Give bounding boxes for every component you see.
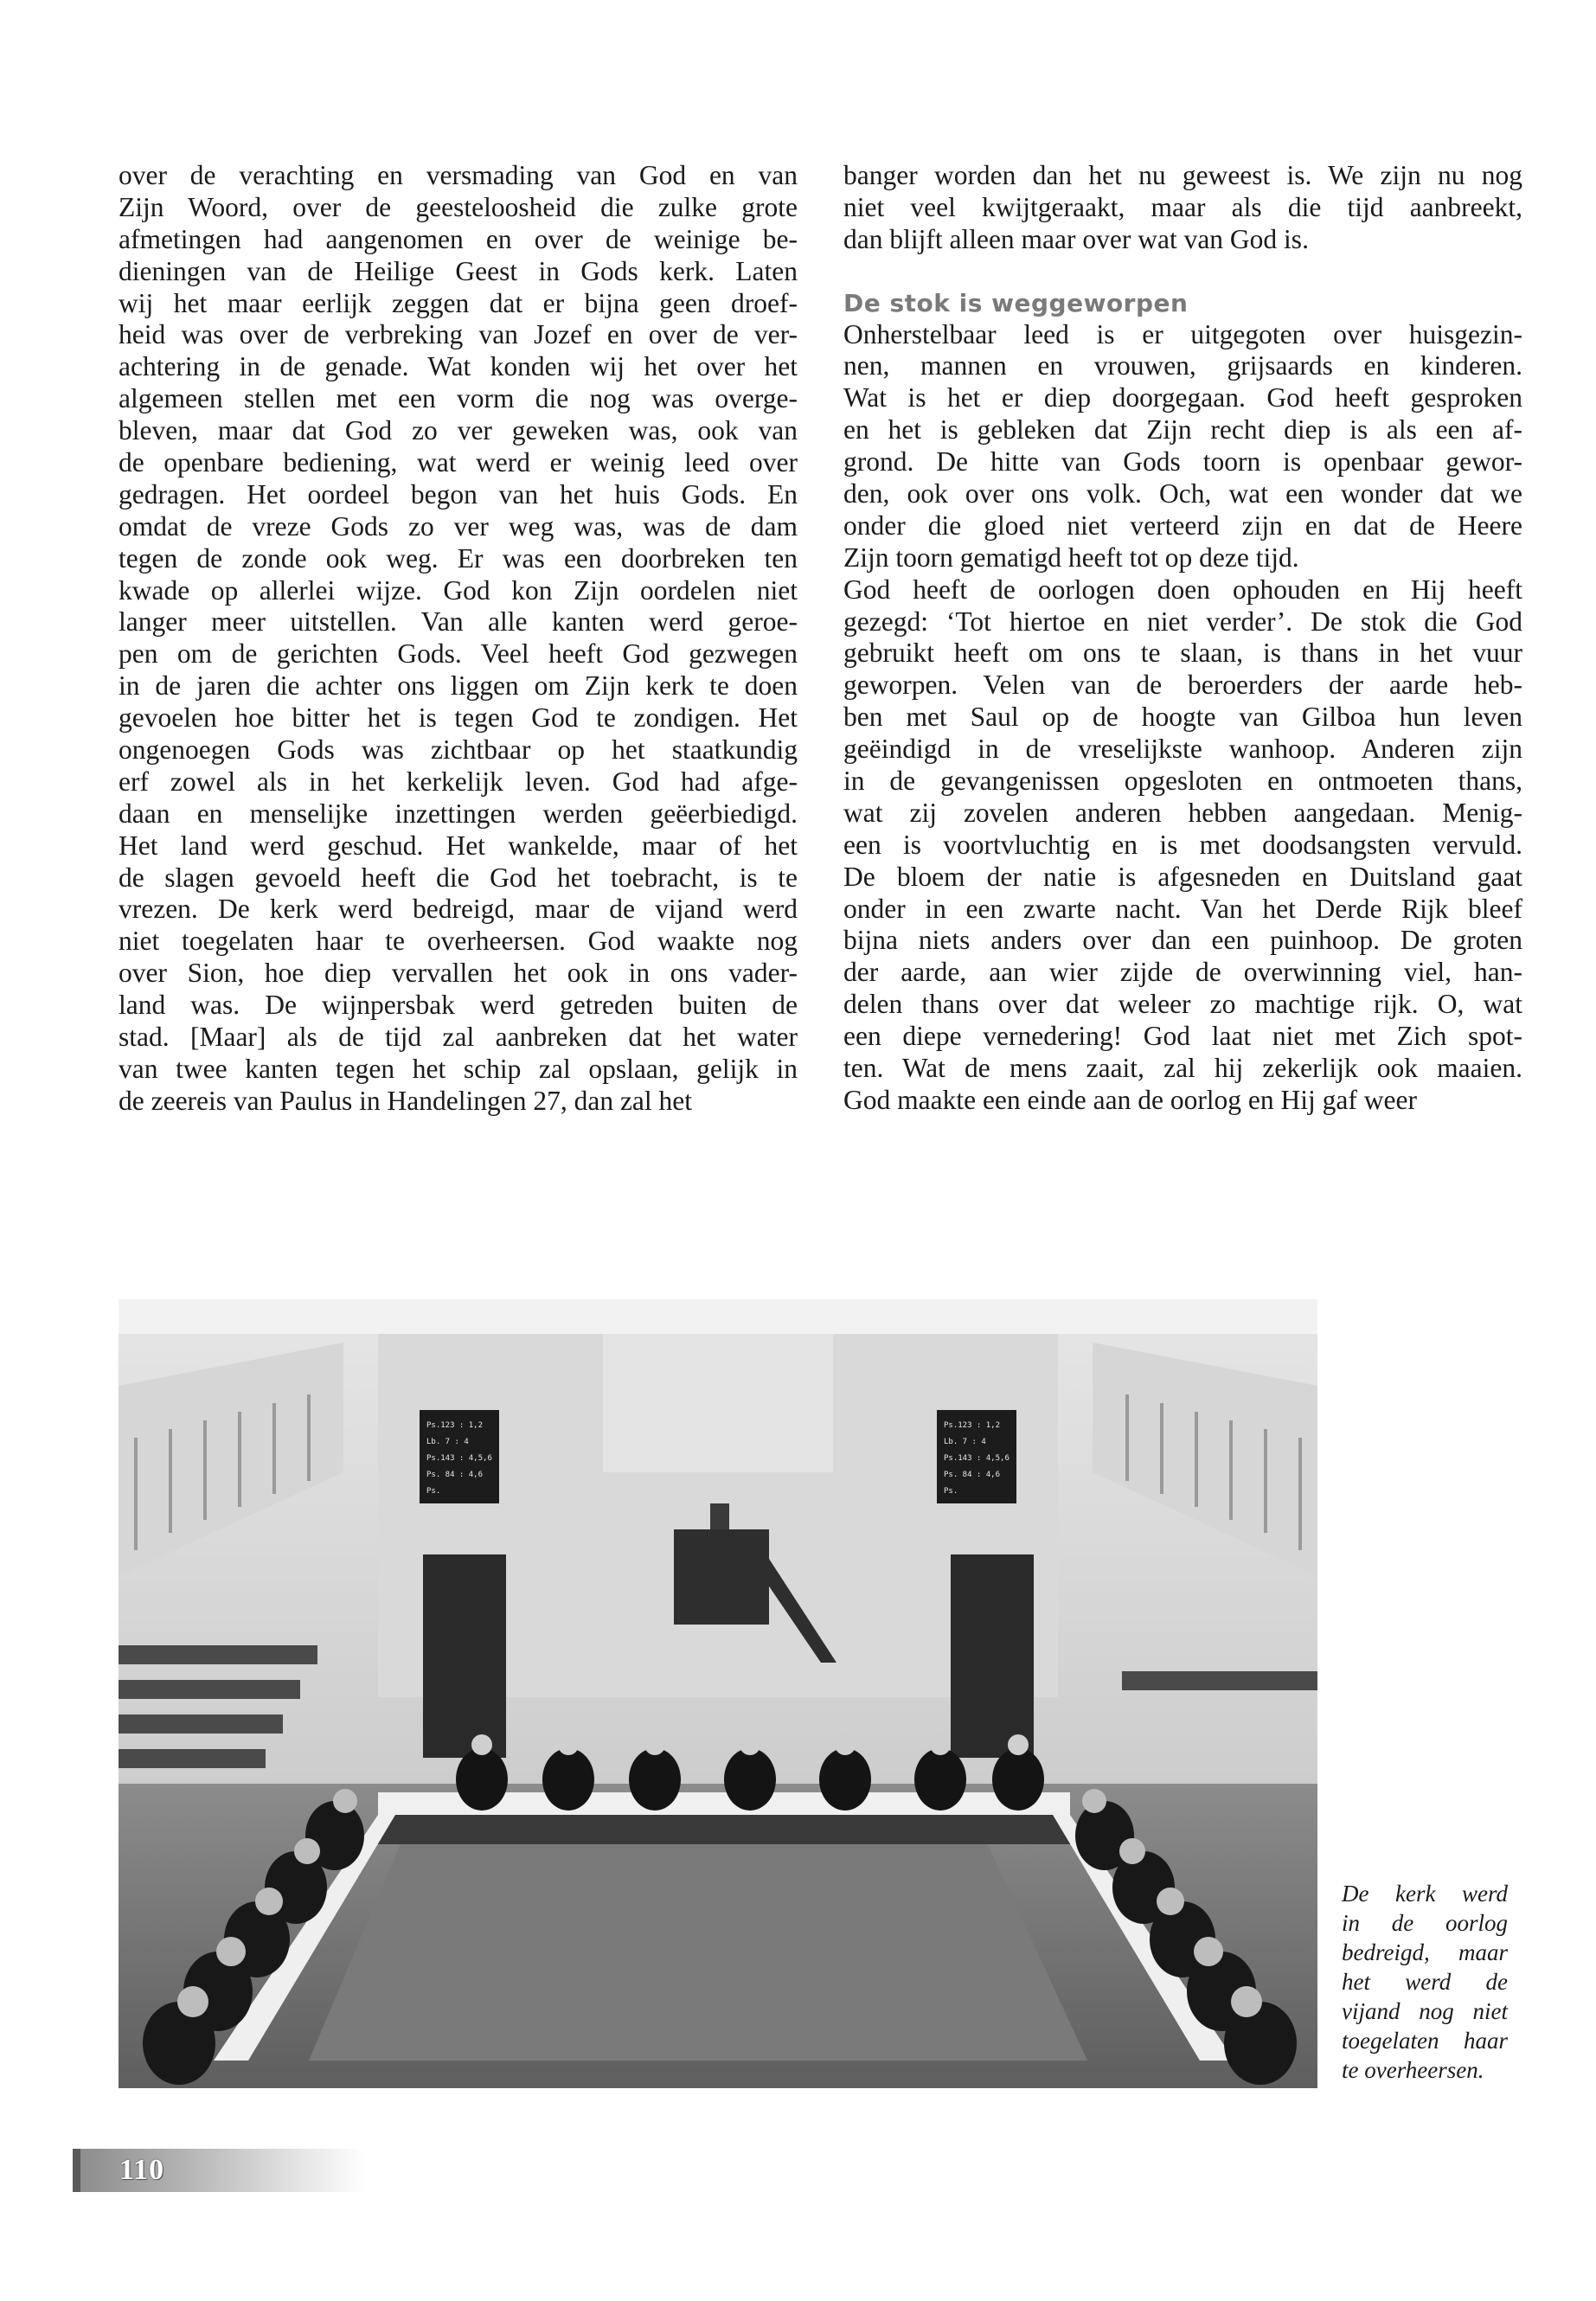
text-line: land was. De wijnpersbak werd getreden buiten de (119, 990, 798, 1021)
text-line: Zijn toorn gematigd heeft tot op deze tijd. (843, 542, 1299, 573)
hymn-board-entry: Ps.123 : 1,2 (426, 1421, 484, 1430)
text-line: niet toegelaten haar te overheersen. God waakte nog (119, 926, 798, 957)
hymn-board-entry: Ps. (944, 1487, 958, 1496)
text-line: gevoelen hoe bitter het is tegen God te zondigen. Het (119, 702, 798, 734)
text-line: een is voortvluchtig en is met doodsangsten vervuld. (843, 829, 1522, 860)
right-column (843, 160, 1522, 1117)
text-line: den, ook over ons volk. Och, wat een wonder dat we (843, 478, 1522, 510)
text-line: geëindigd in de vreselijkste wanhoop. Anderen zijn (843, 734, 1522, 765)
text-line: ten. Wat de mens zaait, zal hij zekerlijk ook maaien. (843, 1053, 1522, 1084)
hymn-board-entry: Ps.143 : 4,5,6 (426, 1454, 492, 1463)
text-line: God maakte een einde aan de oorlog en Hij gaf weer (843, 1084, 1417, 1115)
text-line: geworpen. Velen van de beroerders der aarde heb- (843, 670, 1522, 701)
text-line: Het land werd geschud. Het wankelde, maar of het (119, 830, 798, 861)
synod-meeting-photo (119, 1299, 1317, 2088)
section-heading: De stok is weggeworpen (843, 288, 1189, 317)
text-line: vrezen. De kerk werd bedreigd, maar de vijand werd (119, 894, 798, 925)
text-line: de slagen gevoeld heeft die God het toebracht, is te (119, 862, 798, 893)
text-line: omdat de vreze Gods zo ver weg was, was de dam (119, 510, 798, 542)
text-line: en het is gebleken dat Zijn recht diep is als een af- (843, 414, 1522, 445)
text-line: over Sion, hoe diep vervallen het ook in ons vader- (119, 958, 798, 989)
text-line: God heeft de oorlogen doen ophouden en Hij heeft (843, 574, 1522, 605)
page-number-bar-edge (73, 2149, 80, 2192)
text-line: algemeen stellen met een vorm die nog was overge- (119, 383, 798, 414)
text-line: wij het maar eerlijk zeggen dat er bijna geen droef- (119, 287, 798, 318)
text-line: in de oorlog (1342, 1910, 1508, 1936)
text-line: grond. De hitte van Gods toorn is openbaar gewor- (843, 446, 1522, 478)
text-line: onder die gloed niet verteerd zijn en dat de Heere (843, 510, 1522, 541)
hymn-board-entry: Ps.143 : 4,5,6 (944, 1454, 1010, 1463)
hymn-board-entry: Lb. 7 : 4 (944, 1438, 986, 1446)
photo-caption (1342, 1879, 1508, 2085)
text-line: Onherstelbaar leed is er uitgegoten over huisgezin- (843, 318, 1522, 349)
text-line: daan en menselijke inzettingen werden geëerbiedigd. (119, 798, 798, 829)
text-line: over de verachting en versmading van God en van (119, 160, 798, 190)
text-line: De kerk werd (1342, 1881, 1508, 1907)
text-line: in de gevangenissen opgesloten en ontmoeten thans, (843, 766, 1522, 797)
text-line: de zeereis van Paulus in Handelingen 27, dan zal het (119, 1085, 693, 1116)
text-line: der aarde, aan wier zijde de overwinning viel, han- (843, 957, 1522, 988)
text-line: te overheersen. (1342, 2057, 1484, 2083)
text-line: langer meer uitstellen. Van alle kanten werd geroe- (119, 606, 798, 638)
text-line: achtering in de genade. Wat konden wij het over het (119, 351, 798, 382)
text-line: Zijn Woord, over de geesteloosheid die zulke grote (119, 191, 798, 222)
text-line: niet veel kwijtgeraakt, maar als die tijd aanbreekt, (843, 191, 1522, 222)
text-line: ben met Saul op de hoogte van Gilboa hun leven (843, 702, 1522, 733)
text-line: stad. [Maar] als de tijd zal aanbreken dat het water (119, 1022, 798, 1053)
text-line: toegelaten haar (1342, 2028, 1508, 2054)
text-line: de openbare bediening, wat werd er weinig leed over (119, 447, 798, 478)
text-line: heid was over de verbreking van Jozef en over de ver- (119, 319, 798, 350)
text-line: gedragen. Het oordeel begon van het huis Gods. En (119, 478, 798, 510)
text-line: wat zij zovelen anderen hebben aangedaan. Menig- (843, 797, 1522, 828)
right-column-intro (843, 160, 1522, 256)
text-line: De bloem der natie is afgesneden en Duitsland gaat (843, 861, 1522, 892)
text-line: van twee kanten tegen het schip zal opslaan, gelijk in (119, 1053, 798, 1084)
page-number-bar (73, 2149, 367, 2192)
text-line: banger worden dan het nu geweest is. We zijn nu nog (843, 160, 1522, 190)
text-line: afmetingen had aangenomen en over de weinige be- (119, 223, 798, 254)
text-line: ongenoegen Gods was zichtbaar op het staatkundig (119, 734, 798, 766)
hymn-board-entry: Ps. (426, 1487, 441, 1496)
right-column-body (843, 319, 1522, 1117)
text-line: nen, mannen en vrouwen, grijsaards en kinderen. (843, 350, 1522, 381)
text-line: pen om de gerichten Gods. Veel heeft God gezwegen (119, 638, 798, 670)
text-line: onder in een zwarte nacht. Van het Derde Rijk bleef (843, 893, 1522, 924)
hymn-board-entry: Lb. 7 : 4 (426, 1438, 469, 1446)
text-line: gebruikt heeft om ons te slaan, is thans in het vuur (843, 638, 1522, 669)
text-line: in de jaren die achter ons liggen om Zijn kerk te doen (119, 670, 798, 702)
text-line: kwade op allerlei wijze. God kon Zijn oordelen niet (119, 574, 798, 606)
text-line: dan blijft alleen maar over wat van God is. (843, 223, 1309, 254)
text-line: tegen de zonde ook weg. Er was een doorbreken ten (119, 542, 798, 574)
text-line: bleven, maar dat God zo ver geweken was, ook van (119, 415, 798, 446)
text-line: Wat is het er diep doorgegaan. God heeft gesproken (843, 382, 1522, 413)
text-line: erf zowel als in het kerkelijk leven. God had afge- (119, 766, 798, 797)
text-line: gezegd: ‘Tot hiertoe en niet verder’. De stok die God (843, 606, 1522, 637)
text-line: het werd de (1342, 1969, 1508, 1995)
left-column (119, 160, 798, 1118)
page-number: 110 (119, 2154, 165, 2186)
hymn-board-entry: Ps.123 : 1,2 (944, 1421, 1001, 1430)
text-line: delen thans over dat weleer zo machtige rijk. O, wat (843, 989, 1522, 1020)
text-line: bedreigd, maar (1342, 1939, 1508, 1965)
hymn-board-entry: Ps. 84 : 4,6 (944, 1471, 1001, 1479)
text-line: een diepe vernedering! God laat niet met Zich spot- (843, 1021, 1522, 1052)
text-line: dieningen van de Heilige Geest in Gods kerk. Laten (119, 255, 798, 286)
text-line: vijand nog niet (1342, 1998, 1508, 2024)
hymn-board-entry: Ps. 84 : 4,6 (426, 1471, 484, 1479)
text-line: bijna niets anders over dan een puinhoop. De groten (843, 925, 1522, 956)
